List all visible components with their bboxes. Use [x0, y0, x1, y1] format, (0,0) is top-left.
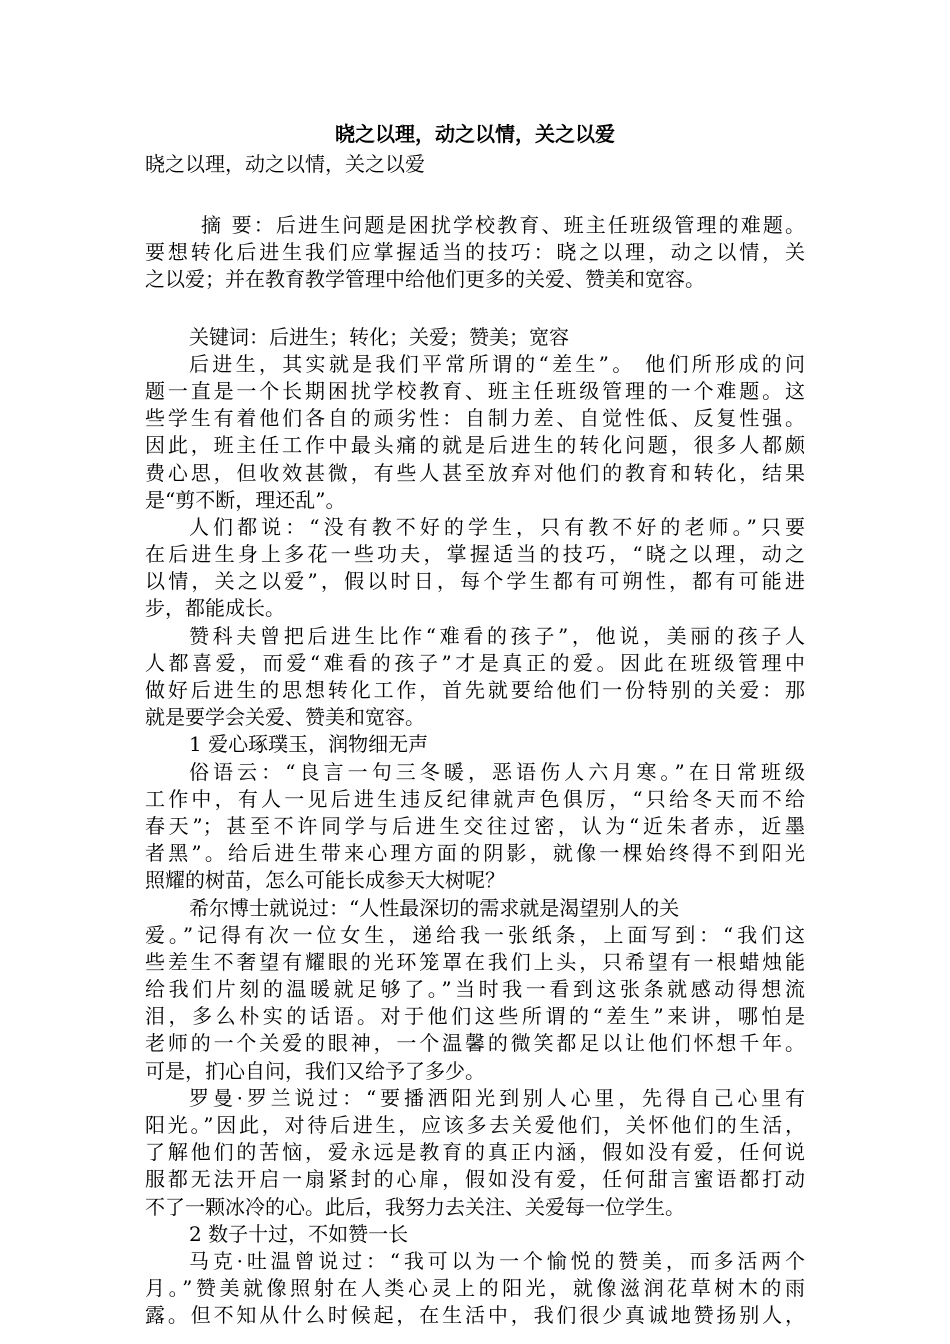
paragraph-line: 春天”；甚至不许同学与后进生交往过密，认为“近朱者赤，近墨: [145, 813, 805, 838]
abstract-line: 之以爱；并在教育教学管理中给他们更多的关爱、赞美和宽容。: [145, 267, 705, 292]
document-page: [145, 118, 805, 1330]
paragraph-line: 题一直是一个长期困扰学校教育、班主任班级管理的一个难题。这: [145, 378, 805, 403]
paragraph-line: 泪，多么朴实的话语。对于他们这些所谓的“差生”来讲，哪怕是: [145, 1004, 805, 1029]
document-title: 晓之以理，动之以情，关之以爱: [335, 122, 615, 146]
paragraph-line: 做好后进生的思想转化工作，首先就要给他们一份特别的关爱：那: [145, 678, 805, 702]
paragraph-1: [145, 351, 805, 514]
paragraph-line: 人们都说：“没有教不好的学生，只有教不好的老师。”只要: [189, 514, 805, 539]
paragraph-6: [145, 1085, 805, 1221]
paragraph-line: 因此，班主任工作中最头痛的就是后进生的转化问题，很多人都颇: [145, 433, 805, 458]
paragraph-line: 费心思，但收效甚微，有些人甚至放弃对他们的教育和转化，结果: [145, 460, 805, 485]
paragraph-line: 月。”赞美就像照射在人类心灵上的阳光，就像滋润花草树木的雨: [145, 1276, 805, 1301]
paragraph-line: 爱。”记得有次一位女生，递给我一张纸条，上面写到：“我们这: [145, 922, 805, 947]
paragraph-3: [145, 623, 805, 732]
section-heading-2: 2 数子十过，不如赞一长: [189, 1221, 409, 1246]
paragraph-line: 照耀的树苗，怎么可能长成参天大树呢？: [145, 868, 505, 893]
paragraph-line: 赞科夫曾把后进生比作“难看的孩子”，他说，美丽的孩子人: [189, 623, 805, 648]
paragraph-line: 给我们片刻的温暖就足够了。”当时我一看到这张条就感动得想流: [145, 977, 805, 1002]
paragraph-line: 以情，关之以爱”，假以时日，每个学生都有可朔性，都有可能进: [145, 569, 805, 594]
paragraph-line: 后进生，其实就是我们平常所谓的“差生”。 他们所形成的问: [189, 351, 805, 376]
abstract-line: 要想转化后进生我们应掌握适当的技巧：晓之以理，动之以情，关: [145, 240, 805, 265]
paragraph-line: 老师的一个关爱的眼神，一个温馨的微笑都足以让他们怀想千年。: [145, 1031, 805, 1056]
paragraph-line: 步，都能成长。: [145, 596, 285, 621]
paragraph-line: 在后进生身上多花一些功夫，掌握适当的技巧，“晓之以理，动之: [145, 542, 805, 567]
paragraph-line: 阳光。”因此，对待后进生，应该多去关爱他们，关怀他们的生活，: [145, 1113, 805, 1137]
spacer: [145, 294, 805, 324]
paragraph-line: 人都喜爱，而爱“难看的孩子”才是真正的爱。因此在班级管理中: [145, 650, 805, 675]
paragraph-line: 马克·吐温曾说过：“我可以为一个愉悦的赞美，而多活两个: [189, 1248, 805, 1273]
abstract: [145, 212, 805, 294]
paragraph-4: [145, 759, 805, 895]
paragraph-line: 些学生有着他们各自的顽劣性：自制力差、自觉性低、反复性强。: [145, 406, 805, 431]
paragraph-line: 就是要学会关爱、赞美和宽容。: [145, 705, 425, 730]
paragraph-5: [145, 895, 805, 1085]
paragraph-line: 可是，扪心自问，我们又给予了多少。: [145, 1058, 485, 1083]
paragraph-line: 罗曼·罗兰说过：“要播洒阳光到别人心里，先得自己心里有: [189, 1085, 805, 1110]
paragraph-line: 了解他们的苦恼，爱永远是教育的真正内涵，假如没有爱，任何说: [145, 1140, 805, 1165]
keywords: 关键词：后进生；转化；关爱；赞美；宽容: [189, 324, 569, 349]
paragraph-line: 希尔博士就说过：“人性最深切的需求就是渴望别人的关: [189, 895, 680, 920]
paragraph-line: 俗语云：“良言一句三冬暖，恶语伤人六月寒。”在日常班级: [189, 759, 805, 784]
paragraph-2: [145, 514, 805, 623]
paragraph-line: 者黑”。给后进生带来心理方面的阴影，就像一棵始终得不到阳光: [145, 841, 805, 866]
paragraph-7: [145, 1248, 805, 1330]
abstract-line: 摘 要：后进生问题是困扰学校教育、班主任班级管理的难题。: [201, 213, 805, 237]
section-heading-1: 1 爱心琢璞玉，润物细无声: [189, 732, 429, 757]
paragraph-line: 工作中，有人一见后进生违反纪律就声色俱厉，“只给冬天而不给: [145, 786, 805, 811]
paragraph-line: 露。但不知从什么时候起，在生活中，我们很少真诚地赞扬别人，: [145, 1303, 805, 1328]
document-subtitle: 晓之以理，动之以情，关之以爱: [145, 152, 425, 176]
paragraph-line: 是“剪不断，理还乱”。: [145, 487, 346, 512]
spacer: [145, 178, 805, 212]
paragraph-line: 服都无法开启一扇紧封的心扉，假如没有爱，任何甜言蜜语都打动: [145, 1167, 805, 1192]
paragraph-line: 不了一颗冰冷的心。此后，我努力去关注、关爱每一位学生。: [145, 1194, 685, 1219]
paragraph-line: 些差生不奢望有耀眼的光环笼罩在我们上头，只希望有一根蜡烛能: [145, 949, 805, 974]
